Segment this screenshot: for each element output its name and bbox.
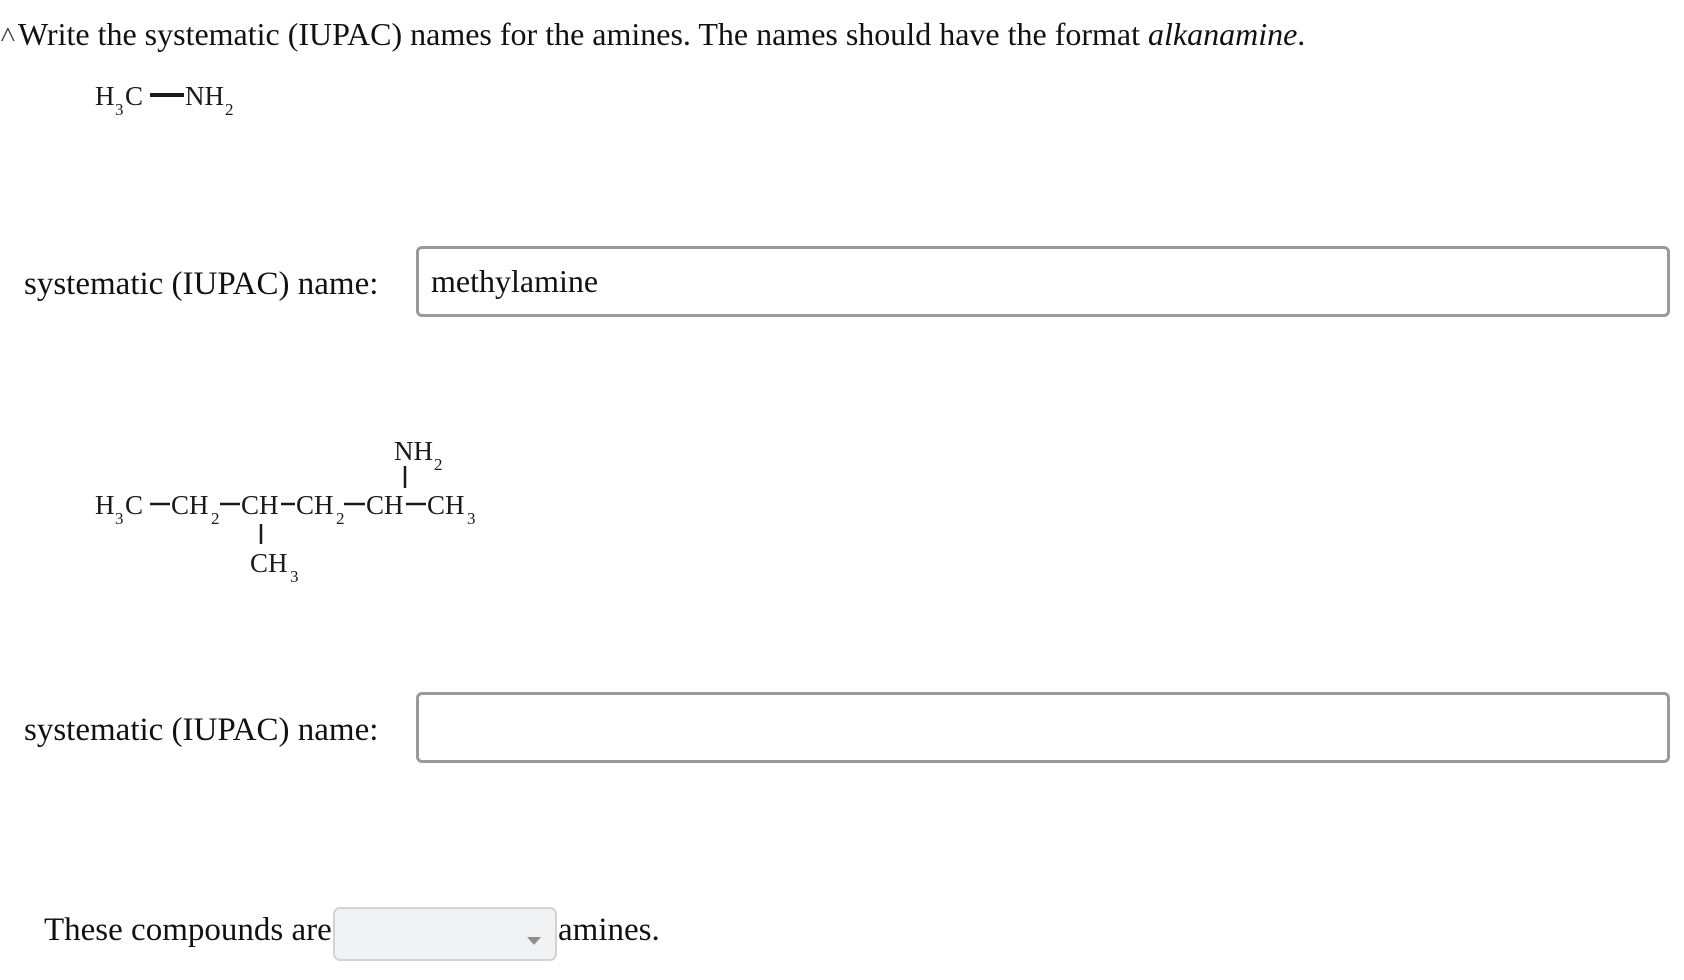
chevron-down-icon [527,937,541,945]
structure-branched-amine [80,420,540,590]
atom-h: H [95,81,115,111]
atom-nh-subscript: 2 [225,100,234,119]
chain-ch2-b-subscript: 2 [336,509,345,528]
group-nh2-subscript: 2 [434,455,443,474]
compounds-suffix: amines. [558,912,660,948]
atom-nh: NH [185,81,224,111]
question-period: . [1297,16,1306,52]
chain-atom-ch-a: CH [241,490,279,520]
chain-atom-ch-b: CH [366,490,404,520]
chain-atom-ch2-b: CH [296,490,334,520]
atom-c: C [125,81,144,111]
branch-ch3-subscript: 3 [290,567,299,586]
chain-atom-h: H [95,490,115,520]
chain-ch2-a-subscript: 2 [211,509,220,528]
chain-atom-ch2-a: CH [171,490,209,520]
atom-h-subscript: 3 [115,100,124,119]
iupac-name-input-2[interactable] [416,692,1670,763]
format-word: alkanamine [1147,16,1298,52]
branch-ch3: CH [250,548,288,578]
question-text: Write the systematic (IUPAC) names for the amines. The names should have the format [18,16,1148,52]
iupac-name-input-1[interactable] [416,246,1670,317]
iupac-name-label-1: systematic (IUPAC) name: [24,266,379,302]
amine-type-select[interactable] [333,907,557,961]
chain-h-subscript: 3 [115,509,124,528]
group-nh2: NH [394,436,433,466]
chain-atom-ch3: CH [427,490,465,520]
chain-ch3-subscript: 3 [467,509,476,528]
iupac-name-label-2: systematic (IUPAC) name: [24,712,379,748]
structure-methylamine [80,70,260,130]
cropped-marker: ˄ [0,20,16,51]
compounds-prefix: These compounds are [44,912,332,948]
chain-atom-c1: C [125,490,144,520]
question-prompt [18,14,1305,54]
